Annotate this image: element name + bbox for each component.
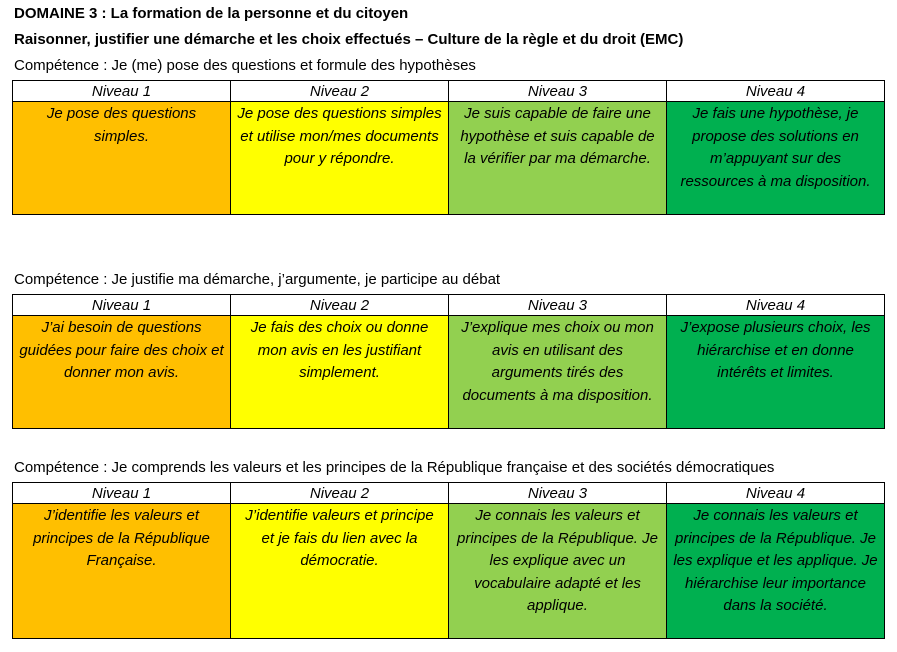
level-1-description: J’ai besoin de questions guidées pour faire des choix et donner mon avis. xyxy=(13,316,231,429)
level-1-text: Je pose des questions simples. xyxy=(46,105,197,145)
level-header: Niveau 2 xyxy=(231,295,449,316)
competence-3-title: Compétence : Je comprends les valeurs et les principes de la République française et des sociétés démocratiques xyxy=(14,459,775,476)
level-header: Niveau 4 xyxy=(667,295,885,316)
level-header: Niveau 1 xyxy=(13,81,231,102)
level-header-row xyxy=(13,483,885,504)
level-4-description: Je connais les valeurs et principes de la République. Je les explique et les applique. Je hiérarchise leur importance dans la société. xyxy=(667,504,885,639)
level-header: Niveau 1 xyxy=(13,483,231,504)
description-row xyxy=(13,504,885,639)
level-4-description: J’expose plusieurs choix, les hiérarchise et en donne intérêts et limites. xyxy=(667,316,885,429)
level-2-description: J’identifie valeurs et principe et je fais du lien avec la démocratie. xyxy=(231,504,449,639)
level-3-description: J’explique mes choix ou mon avis en utilisant des arguments tirés des documents à ma disposition. xyxy=(449,316,667,429)
level-header: Niveau 2 xyxy=(231,483,449,504)
competence-1-title: Compétence : Je (me) pose des questions et formule des hypothèses xyxy=(14,57,476,74)
description-row xyxy=(13,102,885,215)
level-header-row xyxy=(13,295,885,316)
level-4-description: Je fais une hypothèse, je propose des solutions en m’appuyant sur des ressources à ma disposition. xyxy=(667,102,885,215)
competence-2-table xyxy=(12,294,885,429)
level-1-description xyxy=(13,102,231,215)
level-3-description: Je suis capable de faire une hypothèse et suis capable de la vérifier par ma démarche. xyxy=(449,102,667,215)
level-header: Niveau 4 xyxy=(667,483,885,504)
competence-3-table xyxy=(12,482,885,639)
level-3-description: Je connais les valeurs et principes de la République. Je les explique avec un vocabulaire adapté et les applique. xyxy=(449,504,667,639)
description-row xyxy=(13,316,885,429)
level-1-description: J’identifie les valeurs et principes de la République Française. xyxy=(13,504,231,639)
level-2-description: Je fais des choix ou donne mon avis en les justifiant simplement. xyxy=(231,316,449,429)
level-header: Niveau 1 xyxy=(13,295,231,316)
level-header: Niveau 3 xyxy=(449,81,667,102)
level-header: Niveau 3 xyxy=(449,295,667,316)
subtitle: Raisonner, justifier une démarche et les choix effectués – Culture de la règle et du droit (EMC) xyxy=(14,31,684,48)
competence-2-title: Compétence : Je justifie ma démarche, j’argumente, je participe au débat xyxy=(14,271,501,288)
domain-title: DOMAINE 3 : La formation de la personne et du citoyen xyxy=(14,5,409,22)
level-2-description: Je pose des questions simples et utilise mon/mes documents pour y répondre. xyxy=(231,102,449,215)
level-header: Niveau 3 xyxy=(449,483,667,504)
level-header: Niveau 2 xyxy=(231,81,449,102)
level-header-row xyxy=(13,81,885,102)
competence-1-table xyxy=(12,80,885,215)
level-header: Niveau 4 xyxy=(667,81,885,102)
